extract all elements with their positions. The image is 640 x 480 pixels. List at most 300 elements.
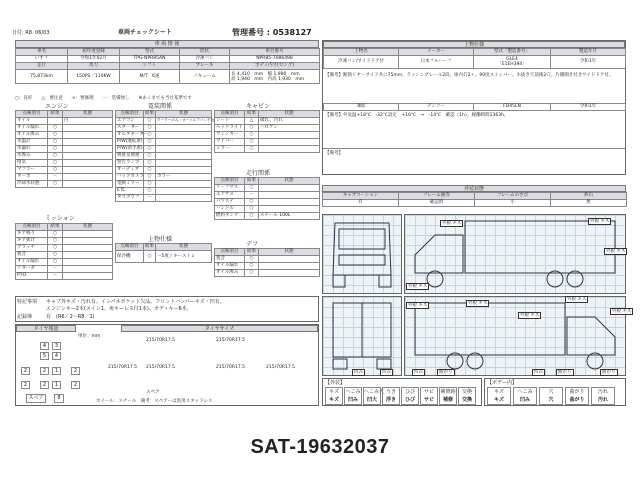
row-label: P/W(運転席)	[117, 139, 143, 145]
row-result: ○	[48, 245, 63, 252]
truck-front-view	[322, 214, 402, 294]
cabin-col-result: 結果	[245, 111, 259, 118]
row-state: カラー	[156, 174, 212, 181]
truck-rear-view	[322, 296, 402, 376]
row-label: 異音	[16, 252, 48, 259]
table-row	[16, 238, 113, 245]
upper-spec-section	[322, 40, 626, 175]
truck-left-view	[404, 214, 626, 294]
legend-item-name: 穴	[548, 389, 554, 395]
row-state	[63, 273, 113, 280]
row-label: リーフサス	[215, 185, 245, 192]
row-result: ○	[48, 231, 63, 238]
row-result: ○	[48, 132, 63, 139]
table-row	[215, 270, 320, 277]
row-label: シート	[215, 118, 245, 125]
row-result: ○	[245, 132, 259, 139]
row-result: －	[48, 266, 63, 273]
tire-depth-rl-out2: 2	[21, 381, 30, 389]
row-state: クーラーのみ・オートエアコン不良	[156, 118, 212, 125]
legend-item-mark: キズ	[494, 397, 504, 403]
table-row	[16, 167, 113, 174]
legend-item-mark: 凹大	[366, 397, 377, 403]
electrical-title: 電装関係	[148, 103, 173, 110]
row-label: ギア抜け	[16, 238, 48, 245]
legend-item-mark: 凹み	[519, 397, 530, 403]
cooler-maker: デンソー	[399, 104, 474, 111]
upper-spec-remarks: 【備考】断熱リヤ・サイド共に75mm。ラッシングレール2段。庫内灯2ヶ。90度ストッパー。水抜き穴前後2穴。片側開き付きサイドドア付。	[325, 73, 614, 78]
row-label: オイル滲み	[16, 132, 48, 139]
tire-size-header: タイヤサイズ	[121, 325, 318, 332]
row-label: マフラー	[16, 167, 48, 174]
legend-item-name: 補修跡	[440, 389, 456, 395]
engine-table	[15, 110, 113, 188]
management-number: 管理番号 : 0538127	[232, 28, 312, 37]
row-label: 保冷機	[116, 251, 144, 263]
stock-code: SAT-19632037	[250, 436, 390, 458]
chassis-col-state: 状態	[259, 178, 320, 185]
upper-spec-table	[323, 48, 626, 69]
row-result: －	[144, 195, 156, 202]
cooler-date: 令和1年	[551, 104, 626, 111]
engine-title: エンジン	[45, 103, 69, 110]
table-row	[16, 252, 113, 259]
vehicle-header-mileage: 走行	[16, 63, 68, 70]
row-label: ヘッドライト	[216, 125, 243, 131]
vehicle-registration: 令和1年02月	[68, 56, 120, 63]
upper-spec-model: GLE4	[506, 57, 518, 62]
vehicle-header-name: 車名	[16, 49, 68, 56]
chassis-title: 走行関係	[246, 170, 271, 177]
row-result: ○	[245, 263, 259, 270]
tire-size-rr-in: 215/70R17.5	[216, 365, 245, 370]
row-result: ○	[245, 199, 259, 206]
row-state	[259, 263, 320, 270]
legend-item-mark: 浮き	[385, 397, 396, 403]
legend-item-name: へこみ大	[364, 389, 385, 395]
exterior-table	[322, 192, 627, 207]
table-row	[215, 213, 320, 220]
vehicle-shape: 冷凍バン	[180, 56, 230, 63]
exterior-caution: 有	[323, 200, 399, 207]
table-row	[16, 231, 113, 238]
table-row	[215, 132, 320, 139]
row-label: 水温計	[16, 139, 48, 146]
table-row	[116, 251, 212, 263]
legend-item-name: キズ	[494, 389, 504, 395]
table-row	[16, 160, 113, 167]
legend-repair	[439, 387, 457, 405]
table-row	[16, 181, 113, 188]
record-book-value: 有 (R6／2～R8／1)	[46, 314, 95, 320]
row-label: 冷却水状態	[16, 181, 48, 188]
row-result: ○	[48, 238, 63, 245]
table-row	[16, 259, 113, 266]
row-result: ○	[48, 125, 63, 132]
date-label: 日付: R8. 06/03	[12, 30, 50, 36]
damage-tag: 外板 キズ	[408, 303, 428, 308]
row-label: エアコン	[116, 118, 144, 125]
row-state	[63, 181, 113, 188]
cabin-col-state: 状態	[259, 111, 320, 118]
legend-item-mark: キズ	[329, 397, 339, 403]
legend-body-hole	[539, 387, 563, 405]
body-legend	[484, 378, 626, 406]
row-label: オーディオ	[116, 167, 144, 174]
chassis-table	[214, 177, 320, 220]
mission-col-result: 結果	[48, 224, 63, 231]
engine-col-item: 点検項目	[16, 111, 48, 118]
legend-item-mark: 凹み	[347, 397, 358, 403]
cooler-type: 凍結	[324, 104, 399, 111]
row-result: ○	[245, 125, 259, 132]
row-state	[63, 266, 113, 273]
row-result: ○	[144, 174, 156, 181]
table-row	[16, 118, 113, 125]
legend-dent	[344, 387, 362, 405]
table-row	[215, 146, 320, 153]
row-state	[156, 167, 212, 174]
electrical-col-result: 結果	[145, 111, 154, 117]
row-result: ○	[48, 146, 63, 153]
row-result: ○	[144, 118, 156, 125]
row-result: ○	[144, 167, 156, 174]
row-label: 燃料タンク	[215, 213, 245, 220]
tire-depth-fl2: 5	[40, 352, 49, 360]
table-row	[116, 125, 212, 132]
tire-size-spare: スペア	[146, 390, 160, 395]
table-row	[215, 192, 320, 199]
row-label: 異音	[215, 256, 245, 263]
table-row	[116, 160, 212, 167]
upper-spec-date: 令和1年	[551, 56, 626, 69]
legend-item-mark: 補修	[442, 397, 453, 403]
legend-item-name: 交換	[461, 389, 472, 395]
truck-rear-icon	[323, 297, 401, 375]
record-book-label: 記録簿	[17, 314, 33, 320]
row-result: ○	[48, 139, 63, 146]
vehicle-brake: バキューム	[180, 70, 230, 84]
cabin-table	[214, 110, 320, 153]
diff-col-item: 点検項目	[215, 249, 245, 256]
row-state	[259, 199, 320, 206]
table-row	[215, 139, 320, 146]
table-row	[16, 266, 113, 273]
table-row	[16, 273, 113, 280]
remarks-2: 【備考】	[325, 151, 343, 156]
row-label: クラッチ	[16, 245, 48, 252]
upper-col-result: 結果	[145, 244, 154, 250]
row-state	[63, 139, 113, 146]
row-result: ○	[144, 160, 156, 167]
exterior-frame-rust: 小	[475, 200, 551, 207]
tire-depth-spare: 8	[54, 394, 64, 403]
engine-col-result: 結果	[48, 111, 63, 118]
table-row	[16, 132, 113, 139]
row-state: 破れ、汚れ	[259, 118, 320, 125]
cooler-table	[323, 103, 626, 111]
vehicle-header-body: ボディ内寸(ロング)	[230, 63, 320, 70]
row-result: －	[48, 174, 63, 181]
truck-right-view	[404, 296, 626, 376]
tire-size-rl-out: 215/70R17.5	[108, 365, 137, 370]
damage-tag: 外板 キズ	[408, 284, 428, 289]
row-label: ワイパー	[215, 139, 245, 146]
exterior-legend-items	[325, 387, 476, 405]
tire-depth-rr-out: 2	[71, 367, 80, 375]
row-label: 吸排気関連	[116, 153, 144, 160]
row-label: オイル漏れ	[16, 259, 48, 266]
legend-replace	[458, 387, 476, 405]
tire-depth-rl-in: 2	[40, 367, 49, 375]
truck-side-left-icon	[405, 215, 625, 293]
row-label: 水滲み	[16, 153, 48, 160]
row-state	[156, 139, 212, 146]
vehicle-header-registration: 初年度登録	[68, 49, 120, 56]
row-result: ○	[245, 213, 259, 220]
table-row	[116, 188, 212, 195]
row-label: ハンドル	[215, 206, 245, 213]
damage-tag: 凹み	[534, 370, 543, 375]
row-label: オイル漏れ	[215, 263, 245, 270]
row-state: －5度 / キーストレ	[156, 251, 212, 263]
damage-tag: 外板 キズ	[442, 221, 462, 226]
vehicle-header-shift: シフト	[120, 63, 180, 70]
row-label: ターボ	[16, 174, 48, 181]
exterior-legend	[322, 378, 482, 406]
row-state	[63, 167, 113, 174]
mission-col-item: 点検項目	[16, 224, 48, 231]
legend-rust	[420, 387, 438, 405]
row-state: ハロゲン	[259, 125, 320, 132]
exterior-col-stones: 荷石	[551, 193, 627, 200]
row-result: ○	[245, 185, 259, 192]
exterior-header: 外装状態	[322, 185, 626, 192]
row-state	[156, 181, 212, 188]
tire-depth-rl-in2: 2	[40, 381, 49, 389]
table-row	[215, 118, 320, 125]
upper-col-item: 点検項目	[116, 244, 144, 251]
legend-item-mark: ひび	[404, 397, 415, 403]
wheel-note: ホイール：スチール 備考：スペアーは汎用スタッドレス	[96, 399, 213, 404]
row-label: ウィンカー	[215, 132, 245, 139]
table-row	[215, 263, 320, 270]
row-state	[63, 146, 113, 153]
exterior-frame-bend: 確認済	[399, 200, 475, 207]
legend-big-dent	[363, 387, 385, 405]
table-row	[215, 125, 320, 132]
vehicle-chassis-no: NPR85-7086498	[230, 56, 320, 63]
diff-col-result: 結果	[245, 249, 259, 256]
legend-item-name: 曲がり	[569, 389, 585, 395]
row-result	[48, 118, 63, 125]
legend-item-mark: 穴	[548, 397, 554, 403]
vehicle-header-power: 馬力	[68, 63, 120, 70]
row-result: ○	[144, 188, 156, 195]
row-state	[156, 125, 212, 132]
tire-size-fl: 215/70R17.5	[146, 338, 175, 343]
vehicle-header-model: 型式	[120, 49, 180, 56]
table-row	[16, 174, 113, 181]
legend-item-mark: 交換	[461, 397, 472, 403]
row-state	[63, 231, 113, 238]
legend-item-name: うき	[385, 389, 396, 395]
row-result: ○	[48, 153, 63, 160]
damage-tag: 曲がり	[439, 370, 453, 375]
row-result: ○	[144, 146, 156, 153]
row-state: 白	[63, 118, 113, 125]
row-state	[156, 188, 212, 195]
row-state	[259, 270, 320, 277]
upper-spec-maker: 日本フルハーフ	[399, 56, 474, 69]
sheet-title: 車両チェックシート	[118, 29, 172, 36]
row-state	[63, 132, 113, 139]
table-row	[215, 199, 320, 206]
row-label: P/W(助手席)	[117, 146, 143, 152]
tire-size-rr-out: 215/70R17.5	[266, 365, 295, 370]
truck-front-icon	[323, 215, 401, 293]
truck-side-right-icon	[405, 297, 625, 375]
row-result: ○	[48, 181, 63, 188]
table-row	[116, 174, 212, 181]
legend-body-scratch	[487, 387, 511, 405]
vehicle-name: いすゞ	[16, 56, 68, 63]
table-row	[16, 153, 113, 160]
chassis-col-result: 結果	[245, 178, 259, 185]
exterior-col-frame-bend: フレーム曲等	[399, 193, 475, 200]
legend-item-name: へこみ	[517, 389, 533, 395]
mission-table	[15, 223, 113, 280]
row-label: スターター	[116, 125, 144, 132]
mission-col-state: 状態	[63, 224, 113, 231]
table-row	[16, 139, 113, 146]
row-state	[63, 160, 113, 167]
table-row	[215, 256, 320, 263]
vehicle-model: TPG-NPR85AN	[120, 56, 180, 63]
row-label: オイル	[16, 118, 48, 125]
vehicle-shift: M/T 6速	[120, 70, 180, 84]
row-result: ○	[48, 259, 63, 266]
row-state	[259, 256, 320, 263]
tire-depth-rl-out: 2	[21, 367, 30, 375]
row-state	[259, 132, 320, 139]
vehicle-power: 150PS／110KW	[68, 70, 120, 84]
row-result: －	[48, 273, 63, 280]
row-state: スチール 100L	[259, 213, 320, 220]
exterior-legend-title: 【外装】	[325, 380, 346, 386]
notes-text-1: キャブ外キズ・汚れ有。インパネポケット欠品。フロントバンパーキズ・凹有。	[46, 299, 225, 305]
notes-box	[15, 296, 319, 322]
legend-scratch	[325, 387, 343, 405]
row-result: ○	[144, 181, 156, 188]
row-state	[156, 153, 212, 160]
diff-title: デフ	[246, 241, 259, 248]
table-row	[116, 146, 212, 153]
tire-section	[15, 324, 319, 406]
table-row	[16, 125, 113, 132]
damage-tag: 外板 キズ	[612, 309, 632, 314]
tire-size-fr: 215/70R17.5	[216, 338, 245, 343]
damage-tag: 凹み	[414, 370, 423, 375]
legend-body-dirt	[591, 387, 615, 405]
body-dims-line2: 高 1,940 mm 内高 1,930 mm	[231, 76, 305, 82]
cabin-title: キャビン	[246, 103, 271, 110]
row-result: ○	[245, 139, 259, 146]
row-result: ○	[48, 167, 63, 174]
row-label: ETC	[116, 188, 144, 195]
legend-crack	[401, 387, 419, 405]
row-label: 水漏れ	[16, 146, 48, 153]
legend-item-name: 汚れ	[597, 389, 608, 395]
damage-tag: 外板 キズ	[606, 249, 626, 254]
upper-spec-name: 冷凍バン/サイドドア付	[324, 56, 399, 69]
row-result: ○	[144, 125, 156, 132]
cabin-col-item: 点検項目	[215, 111, 245, 118]
row-result: ○	[48, 252, 63, 259]
body-legend-items	[487, 387, 615, 405]
legend-item-mark: 汚れ	[597, 397, 608, 403]
row-state	[156, 195, 212, 202]
upper-spec-model-cell	[474, 56, 551, 69]
upper-spec-serial: 「E1EH394」	[497, 62, 527, 67]
notes-label: 特記事項	[17, 299, 38, 305]
tire-size-rl-in: 215/70R17.5	[146, 365, 175, 370]
tire-depth-fl: 4	[40, 342, 49, 350]
table-row	[116, 153, 212, 160]
notes-text-2: エンジンキー2本(メイン1、角キーレス付1本)、ボディキー6本。	[46, 306, 192, 312]
legend-item-mark: 曲がり	[569, 397, 585, 403]
legend-item-name: ひび	[404, 389, 415, 395]
row-label: PTO	[16, 273, 48, 280]
cooler-model: FD45LN	[474, 104, 551, 111]
upper-spec-col-maker: メーカー	[399, 49, 474, 56]
row-state	[259, 192, 320, 199]
vehicle-mileage: 75,873km	[16, 70, 68, 84]
table-row	[116, 132, 212, 139]
row-state	[63, 125, 113, 132]
legend-item-name: キズ	[329, 389, 339, 395]
row-result: ○	[245, 146, 259, 153]
table-row	[16, 146, 113, 153]
upper-title: 上物仕様	[148, 236, 173, 243]
row-label: オイル滲み	[215, 270, 245, 277]
vehicle-body-dims	[230, 70, 320, 84]
table-row	[215, 185, 320, 192]
row-state	[259, 185, 320, 192]
row-result: ○	[144, 139, 156, 146]
legend-body-dent	[513, 387, 537, 405]
tire-depth-fr: 3	[52, 342, 61, 350]
spare-label: スペア	[26, 394, 46, 403]
upper-col-state: 状態	[156, 244, 212, 251]
row-result: ○	[144, 132, 156, 139]
diff-table	[214, 248, 320, 277]
row-state	[259, 146, 320, 153]
upper-spec-header: 上物仕様	[323, 41, 625, 48]
damage-tag: 曲がり	[558, 370, 572, 375]
body-legend-title: 【ボデー内】	[487, 380, 518, 386]
row-label: タコグラフ	[116, 195, 144, 202]
tire-depth-rr-in: 1	[52, 367, 61, 375]
row-state	[259, 206, 320, 213]
row-result: ○	[144, 153, 156, 160]
exterior-col-frame-rust: フレームのさび	[475, 193, 551, 200]
vehicle-header-chassis: 車台番号	[230, 49, 320, 56]
row-label: ミラー	[215, 146, 245, 153]
row-label: オルタネーター	[117, 132, 149, 138]
row-result: ○	[245, 206, 259, 213]
row-state	[156, 132, 212, 139]
